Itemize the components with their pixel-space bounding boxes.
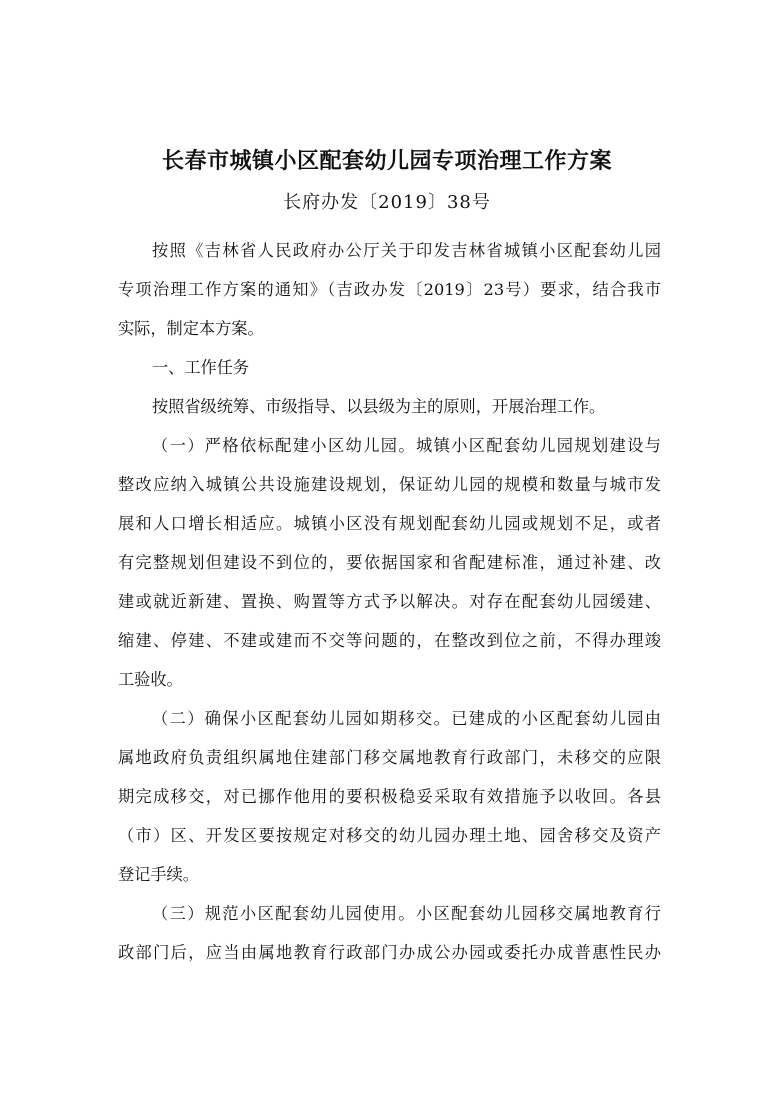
document-title: 长春市城镇小区配套幼儿园专项治理工作方案 xyxy=(161,149,612,174)
text-line: 期完成移交，对已挪作他用的要积极稳妥采取有效措施予以收回。各县 xyxy=(118,787,661,806)
text-line: 登记手续。 xyxy=(118,865,199,884)
text-line: 缩建、停建、不建或建而不交等问题的，在整改到位之前，不得办理竣 xyxy=(118,631,661,650)
text-line: 政部门后，应当由属地教育行政部门办成公办园或委托办成普惠性民办 xyxy=(118,943,661,962)
paragraph-item-1 xyxy=(118,426,661,699)
paragraph-intro xyxy=(118,231,661,348)
text-line: 按照省级统筹、市级指导、以县级为主的原则，开展治理工作。 xyxy=(152,397,606,416)
document-number: 长府办发〔2019〕38号 xyxy=(283,192,491,213)
text-line: （一）严格依标配建小区幼儿园。城镇小区配套幼儿园规划建设与 xyxy=(152,436,661,455)
text-line: 展和人口增长相适应。城镇小区没有规划配套幼儿园或规划不足，或者 xyxy=(118,514,661,533)
paragraph-principle xyxy=(118,387,661,426)
text-line: （二）确保小区配套幼儿园如期移交。已建成的小区配套幼儿园由 xyxy=(152,709,661,728)
paragraph-item-3 xyxy=(118,894,661,972)
text-line: 有完整规划但建设不到位的，要依据国家和省配建标准，通过补建、改 xyxy=(118,553,661,572)
section-heading xyxy=(118,348,661,387)
paragraph-item-2 xyxy=(118,699,661,894)
text-line: 整改应纳入城镇公共设施建设规划，保证幼儿园的规模和数量与城市发 xyxy=(118,475,661,494)
text-line: 建或就近新建、置换、购置等方式予以解决。对存在配套幼儿园缓建、 xyxy=(118,592,661,611)
text-line: 属地政府负责组织属地住建部门移交属地教育行政部门，未移交的应限 xyxy=(118,748,661,767)
text-line: 实际，制定本方案。 xyxy=(118,319,264,338)
text-line: （三）规范小区配套幼儿园使用。小区配套幼儿园移交属地教育行 xyxy=(152,904,661,923)
text-line: （市）区、开发区要按规定对移交的幼儿园办理土地、园舍移交及资产 xyxy=(118,826,661,845)
text-line: 按照《吉林省人民政府办公厅关于印发吉林省城镇小区配套幼儿园 xyxy=(152,241,661,260)
text-line: 工验收。 xyxy=(118,670,183,689)
text-line: 一、工作任务 xyxy=(152,358,250,377)
document-body xyxy=(118,231,661,972)
text-line: 专项治理工作方案的通知》（吉政办发〔2019〕23号）要求，结合我市 xyxy=(118,280,661,299)
